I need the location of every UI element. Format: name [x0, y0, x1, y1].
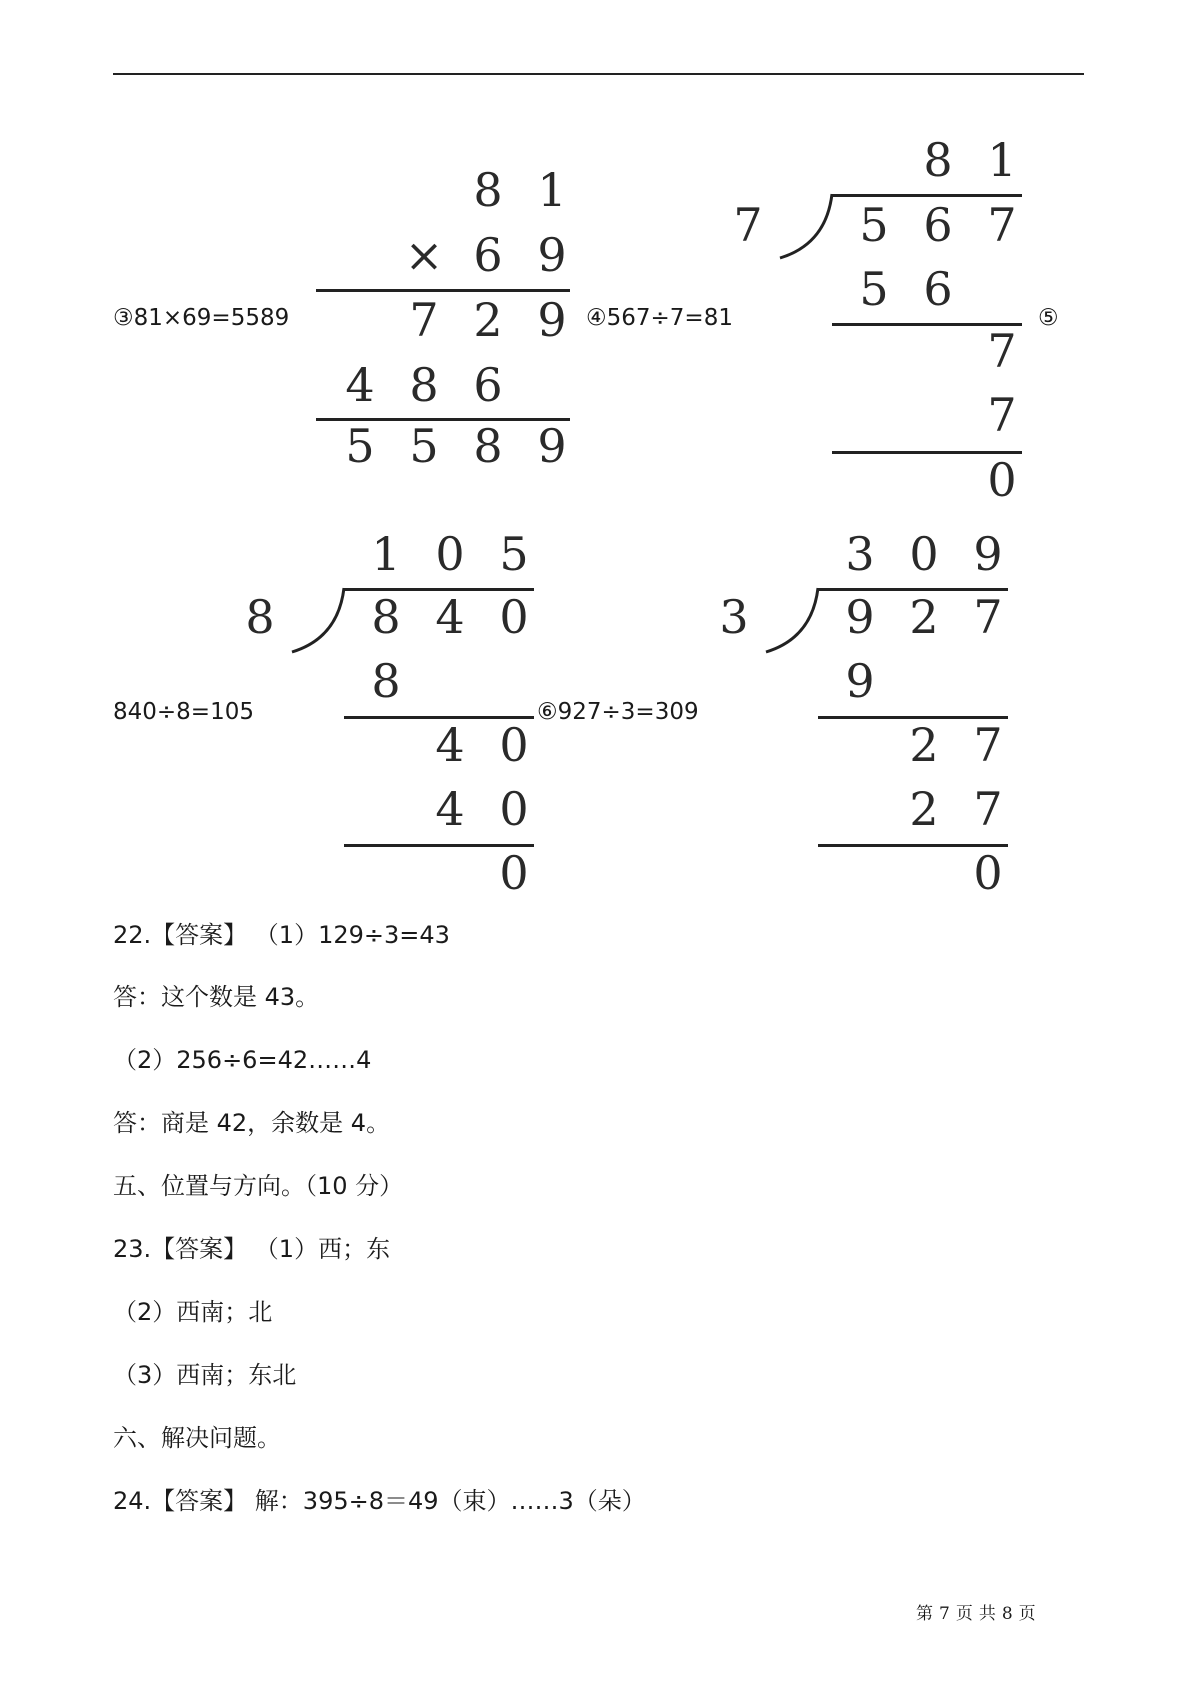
step-digit: 8 [371, 654, 401, 708]
quotient-digit: 0 [909, 527, 939, 581]
times-sign: × [404, 228, 444, 282]
mult-digit: 5 [409, 419, 439, 473]
page-footer [916, 1599, 1042, 1624]
mult-digit: 7 [409, 293, 439, 347]
mult-digit: 8 [473, 419, 503, 473]
dividend-digit: 2 [909, 590, 939, 644]
divisor-digit: 8 [245, 590, 275, 644]
dividend-digit: 7 [987, 198, 1017, 252]
division-bracket [776, 192, 834, 262]
step-digit: 7 [973, 718, 1003, 772]
total-pages: 8 [1001, 1604, 1013, 1624]
step-digit: 7 [987, 388, 1017, 442]
q5-equation: 840÷8=105 [113, 699, 254, 725]
q5-label: ⑤ [1038, 305, 1059, 331]
answer-24: 24.【答案】 解：395÷8＝49（束）……3（朵） [113, 1487, 646, 1515]
divisor-digit: 3 [719, 590, 749, 644]
quotient-digit: 8 [923, 133, 953, 187]
quotient-digit: 5 [499, 527, 529, 581]
step-digit: 7 [987, 324, 1017, 378]
mult-digit: 8 [473, 163, 503, 217]
quotient-digit: 9 [973, 527, 1003, 581]
header-rule [113, 73, 1084, 75]
step-digit: 7 [973, 782, 1003, 836]
answer-22-reply: 答：这个数是 43。 [113, 983, 320, 1011]
quotient-digit: 0 [435, 527, 465, 581]
remainder-digit: 0 [973, 846, 1003, 900]
step-digit: 0 [499, 718, 529, 772]
footer-word: 页 [1018, 1604, 1036, 1624]
dividend-digit: 8 [371, 590, 401, 644]
answer-23: 23.【答案】 （1）西；东 [113, 1235, 391, 1263]
dividend-digit: 6 [923, 198, 953, 252]
dividend-digit: 5 [859, 198, 889, 252]
mult-digit: 9 [537, 293, 567, 347]
mult-digit: 9 [537, 419, 567, 473]
answer-22-part2-reply: 答：商是 42，余数是 4。 [113, 1109, 391, 1137]
division-bracket [288, 586, 346, 656]
footer-word: 共 [978, 1604, 996, 1624]
step-digit: 5 [859, 262, 889, 316]
answer-22-part2: （2）256÷6=42……4 [113, 1046, 372, 1074]
step-digit: 6 [923, 262, 953, 316]
mult-digit: 9 [537, 228, 567, 282]
mult-rule [316, 289, 570, 292]
remainder-digit: 0 [499, 846, 529, 900]
step-digit: 2 [909, 782, 939, 836]
q4-label: ④567÷7=81 [586, 305, 733, 331]
answer-23-part3: （3）西南；东北 [113, 1361, 297, 1389]
mult-digit: 1 [537, 163, 567, 217]
footer-word: 页 [955, 1604, 973, 1624]
mult-digit: 6 [473, 358, 503, 412]
mult-digit: 8 [409, 358, 439, 412]
quotient-digit: 1 [987, 133, 1017, 187]
section-heading-5: 五、位置与方向。（10 分） [113, 1172, 404, 1200]
step-digit: 2 [909, 718, 939, 772]
mult-digit: 4 [345, 358, 375, 412]
dividend-digit: 4 [435, 590, 465, 644]
step-digit: 4 [435, 782, 465, 836]
q3-label: ③81×69=5589 [113, 305, 290, 331]
mult-digit: 5 [345, 419, 375, 473]
division-bracket [762, 586, 820, 656]
divisor-digit: 7 [733, 198, 763, 252]
section-heading-6: 六、解决问题。 [113, 1424, 281, 1452]
footer-word: 第 [916, 1604, 933, 1624]
quotient-digit: 1 [371, 527, 401, 581]
q6-label: ⑥927÷3=309 [537, 699, 699, 725]
dividend-digit: 0 [499, 590, 529, 644]
division-rule [832, 194, 1022, 197]
step-digit: 0 [499, 782, 529, 836]
remainder-digit: 0 [987, 453, 1017, 507]
dividend-digit: 7 [973, 590, 1003, 644]
page-number: 7 [939, 1604, 950, 1624]
mult-digit: 2 [473, 293, 503, 347]
step-digit: 4 [435, 718, 465, 772]
answer-23-part2: （2）西南；北 [113, 1298, 273, 1326]
mult-digit: 6 [473, 228, 503, 282]
answer-22: 22.【答案】 （1）129÷3=43 [113, 921, 450, 949]
quotient-digit: 3 [845, 527, 875, 581]
step-digit: 9 [845, 654, 875, 708]
dividend-digit: 9 [845, 590, 875, 644]
